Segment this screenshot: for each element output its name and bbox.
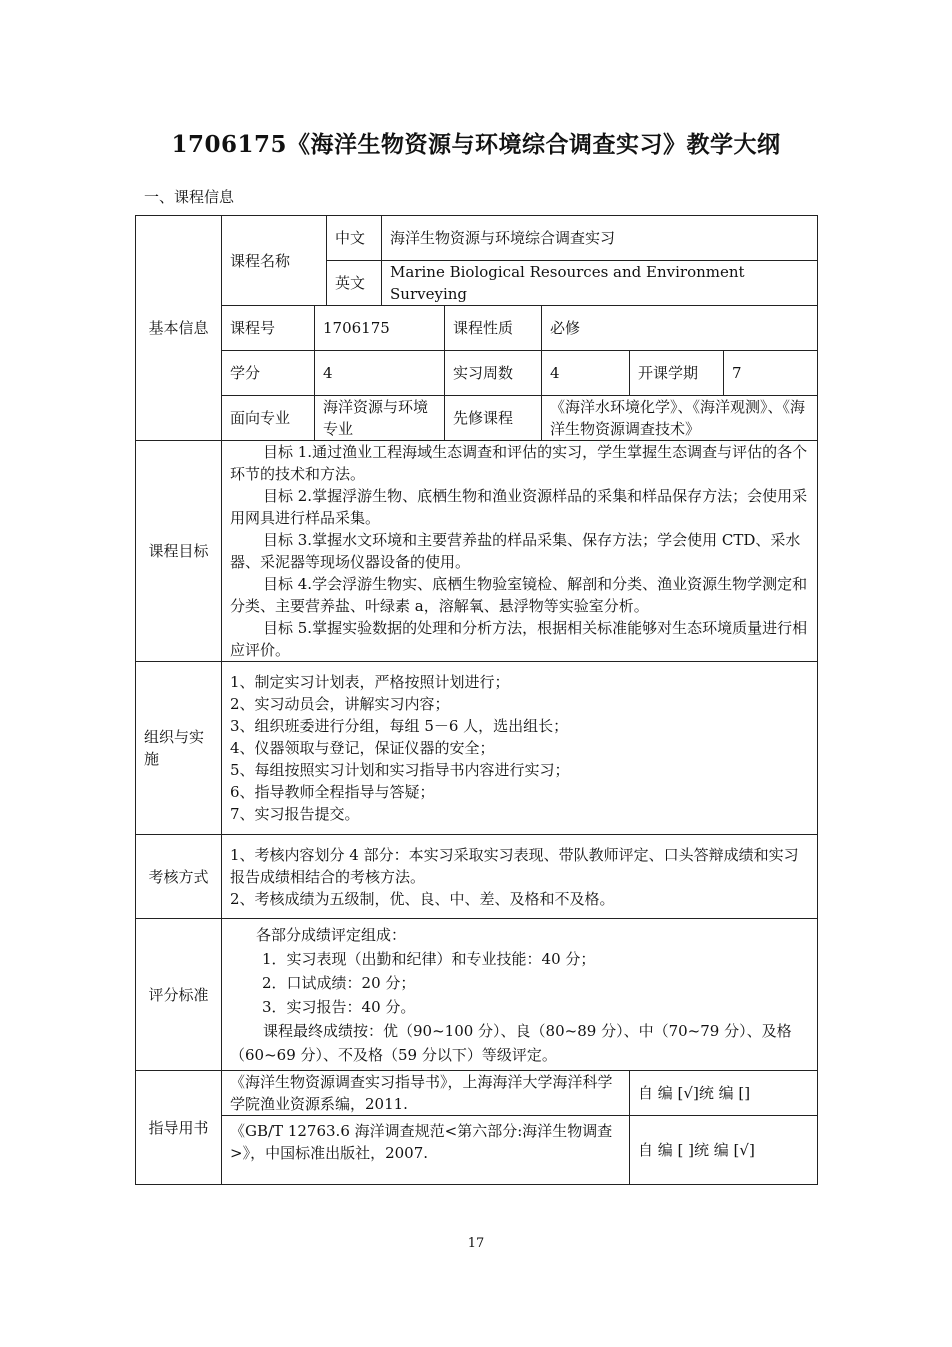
objectives-label: 课程目标 [136,441,222,662]
cn-value: 海洋生物资源与环境综合调查实习 [382,216,818,261]
nature-label: 课程性质 [445,306,542,351]
page-number: 17 [467,1236,485,1251]
grading-intro: 各部分成绩评定组成： [256,925,407,944]
book-type: 自 编 [ ]统 编 [√] [630,1116,818,1185]
book-title: 《GB/T 12763.6 海洋调查规范<第六部分:海洋生物调查>》，中国标准出版社，2007. [222,1116,630,1185]
cn-label: 中文 [327,216,382,261]
course-no-label: 课程号 [222,306,315,351]
weeks-label: 实习周数 [445,351,542,396]
en-value: Marine Biological Resources and Environment Surveying [382,261,818,306]
assessment-label: 考核方式 [136,835,222,919]
credit-value: 4 [315,351,445,396]
organization-item: 1、制定实习计划表，严格按照计划进行； [230,673,510,691]
objective-item: 目标 1.通过渔业工程海域生态调查和评估的实习，学生掌握生态调查与评估的各个环节的技术和方法。 [230,443,808,483]
organization-item: 4、仪器领取与登记，保证仪器的安全； [230,739,495,757]
organization-label: 组织与实施 [136,662,222,835]
objective-item: 目标 2.掌握浮游生物、底栖生物和渔业资源样品的采集和样品保存方法；会使用采用网具进行样品采集。 [230,487,808,527]
organization-item: 3、组织班委进行分组，每组 5－6 人，选出组长； [230,717,569,735]
objectives-content [222,441,818,662]
grading-label: 评分标准 [136,919,222,1071]
weeks-value: 4 [542,351,630,396]
assessment-item: 2、考核成绩为五级制，优、良、中、差、及格和不及格。 [230,889,615,908]
books-label: 指导用书 [136,1071,222,1185]
grading-final: 课程最终成绩按：优（90~100 分）、良（80~89 分）、中（70~79 分）、及格（60~69 分）、不及格（59 分以下）等级评定。 [230,1021,792,1064]
major-value: 海洋资源与环境专业 [315,396,445,441]
book-type: 自 编 [√]统 编 [] [630,1071,818,1116]
section-heading: 一、课程信息 [144,188,235,206]
grading-item: 2．口试成绩：20 分； [262,973,416,992]
basic-info-label: 基本信息 [136,216,222,441]
semester-value: 7 [724,351,818,396]
course-name-label: 课程名称 [222,216,327,306]
prereq-value: 《海洋水环境化学》、《海洋观测》、《海洋生物资源调查技术》 [542,396,818,441]
book-title: 《海洋生物资源调查实习指导书》，上海海洋大学海洋科学学院渔业资源系编，2011. [222,1071,630,1116]
grading-content [222,919,818,1071]
assessment-content [222,835,818,919]
organization-item: 7、实习报告提交。 [230,805,360,823]
objective-item: 目标 5.掌握实验数据的处理和分析方法，根据相关标准能够对生态环境质量进行相应评价。 [230,619,808,659]
organization-item: 6、指导教师全程指导与答疑； [230,783,435,801]
grading-item: 3．实习报告：40 分。 [262,997,416,1016]
page-title: 1706175《海洋生物资源与环境综合调查实习》教学大纲 [171,131,781,158]
organization-item: 2、实习动员会，讲解实习内容； [230,695,450,713]
organization-content [222,662,818,835]
prereq-label: 先修课程 [445,396,542,441]
course-info-table [135,215,818,1185]
course-no-value: 1706175 [315,306,445,351]
objective-item: 目标 4.学会浮游生物实、底栖生物验室镜检、解剖和分类、渔业资源生物学测定和分类、主要营养盐、叶绿素 a，溶解氧、悬浮物等实验室分析。 [230,575,808,615]
credit-label: 学分 [222,351,315,396]
nature-value: 必修 [542,306,818,351]
en-label: 英文 [327,261,382,306]
major-label: 面向专业 [222,396,315,441]
grading-item: 1．实习表现（出勤和纪律）和专业技能：40 分； [262,949,596,968]
objective-item: 目标 3.掌握水文环境和主要营养盐的样品采集、保存方法；学会使用 CTD、采水器、采泥器等现场仪器设备的使用。 [230,531,801,571]
organization-item: 5、每组按照实习计划和实习指导书内容进行实习； [230,761,570,779]
semester-label: 开课学期 [630,351,724,396]
assessment-item: 1、考核内容划分 4 部分：本实习采取实习表现、带队教师评定、口头答辩成绩和实习报告成绩相结合的考核方法。 [230,845,799,886]
